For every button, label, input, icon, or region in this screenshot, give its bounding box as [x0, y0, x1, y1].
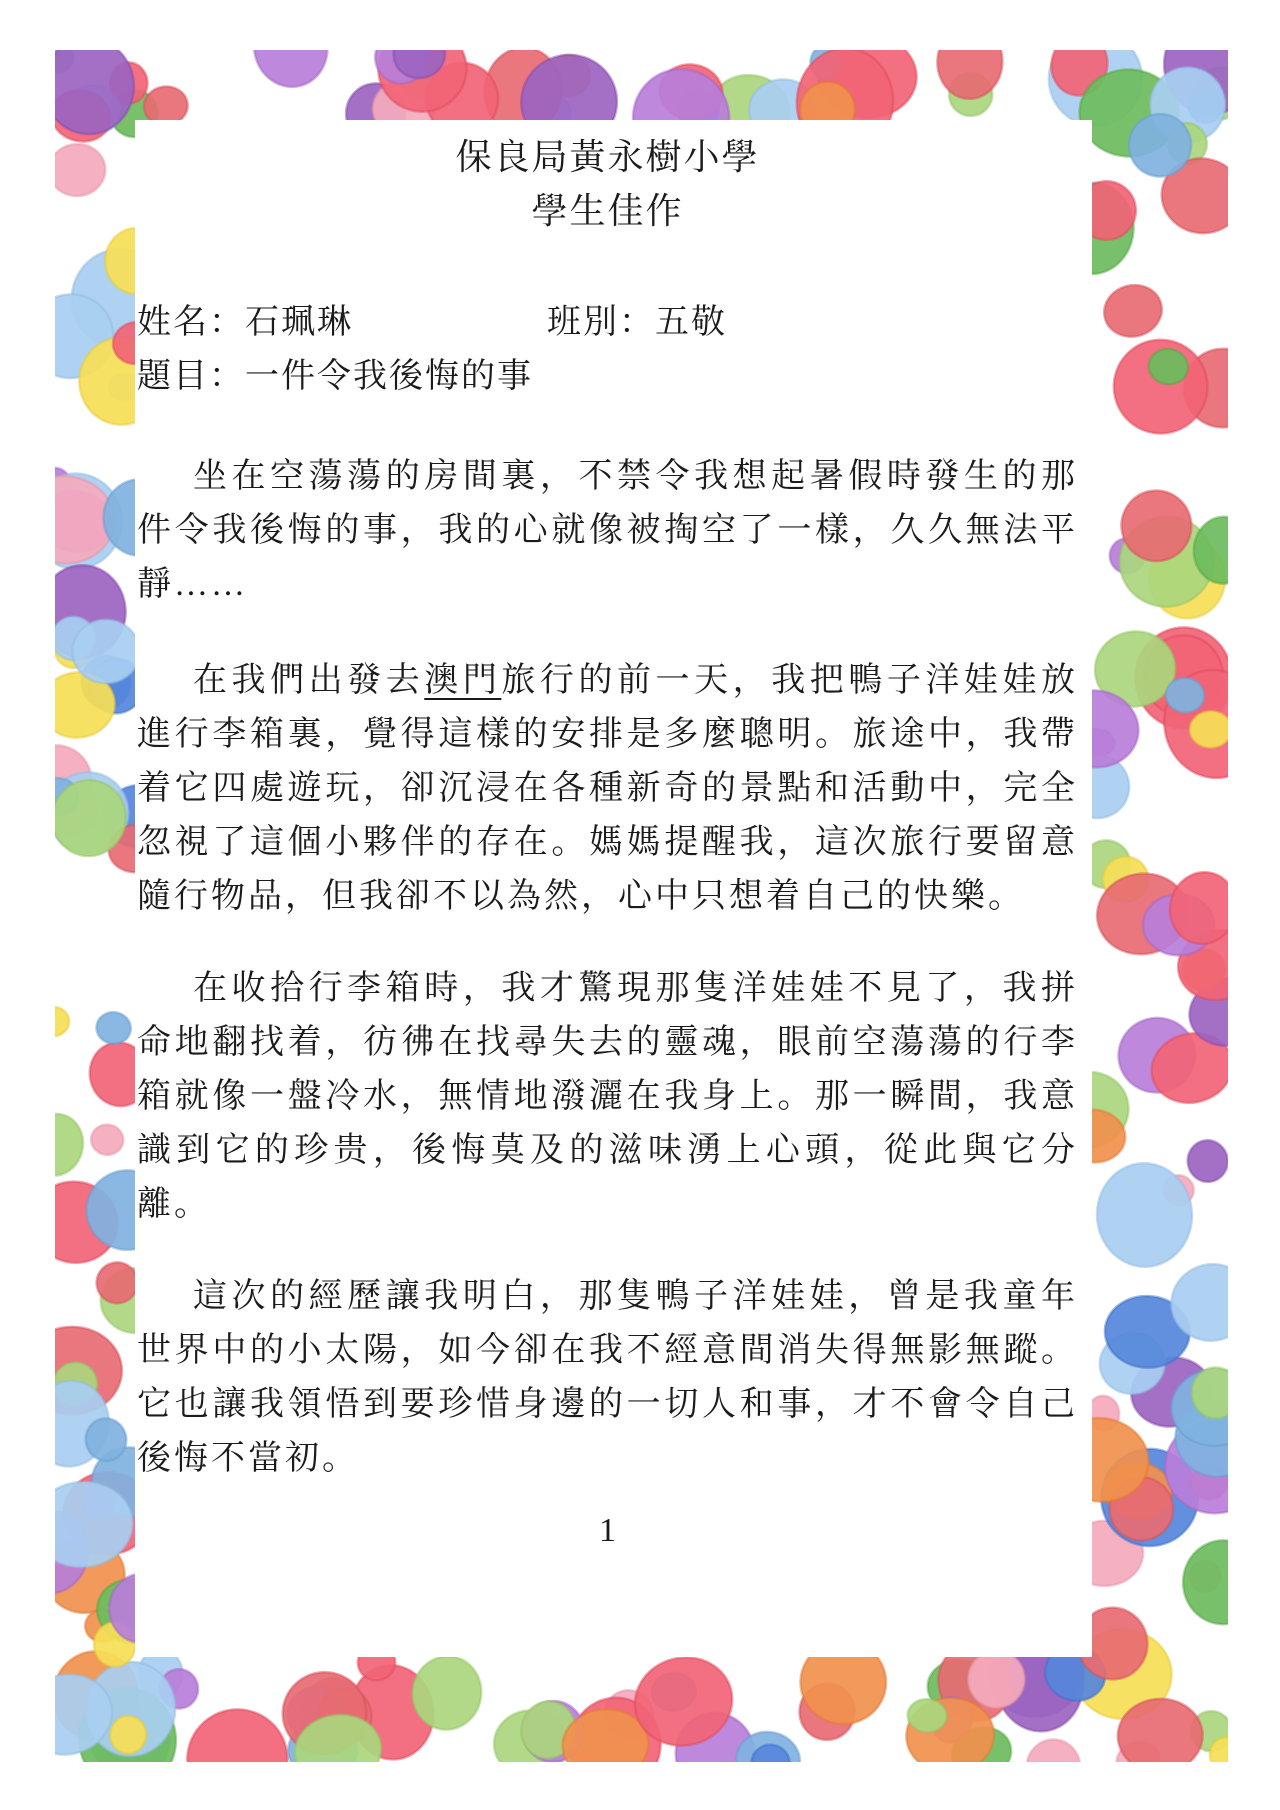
student-name-field: [137, 296, 547, 350]
meta-line-name-class: [137, 296, 1078, 350]
name-label: 姓名：: [137, 304, 245, 341]
class-field: [547, 304, 727, 341]
school-name: 保良局黃永樹小學: [455, 137, 760, 177]
essay-paragraph-4: 這次的經歷讓我明白，那隻鴨子洋娃娃，曾是我童年世界中的小太陽，如今卻在我不經意間消失得無影無蹤。它也讓我領悟到要珍惜身邊的一切人和事，才不會令自己後悔不當初。: [137, 1278, 1078, 1477]
class-value: 五敬: [655, 304, 727, 341]
paragraph-2-pre: 在我們出發去: [193, 662, 425, 699]
essay-paragraph-1: 坐在空蕩蕩的房間裏，不禁令我想起暑假時發生的那件令我後悔的事，我的心就像被掏空了一樣，久久無法平靜……: [137, 458, 1078, 603]
topic-label: 題目：: [137, 358, 245, 395]
name-value: 石珮琳: [245, 304, 353, 341]
essay-paragraph-2: [137, 654, 1078, 924]
paragraph-2-post: 旅行的前一天，我把鴨子洋娃娃放進行李箱裏，覺得這樣的安排是多麼聰明。旅途中，我帶着它四處遊玩，卻沉浸在各種新奇的景點和活動中，完全忽視了這個小夥伴的存在。媽媽提醒我，這次旅行要留意隨行物品，但我卻不以為然，心中只想着自己的快樂。: [137, 662, 1079, 915]
essay-content: [137, 130, 1078, 1558]
essay-paragraph-3: 在收拾行李箱時，我才驚現那隻洋娃娃不見了，我拼命地翻找着，彷彿在找尋失去的靈魂，眼前空蕩蕩的行李箱就像一盤冷水，無情地潑灑在我身上。那一瞬間，我意識到它的珍贵，後悔莫及的滋味湧上心頭，從此與它分離。: [137, 970, 1078, 1223]
page-number: 1: [599, 1512, 616, 1549]
collection-title: 學生佳作: [531, 191, 684, 231]
topic-value: 一件令我後悔的事: [245, 358, 533, 395]
meta-line-topic: [137, 350, 1078, 404]
class-label: 班別：: [547, 304, 655, 341]
paragraph-2-underlined-place-name: 澳門: [424, 662, 502, 699]
